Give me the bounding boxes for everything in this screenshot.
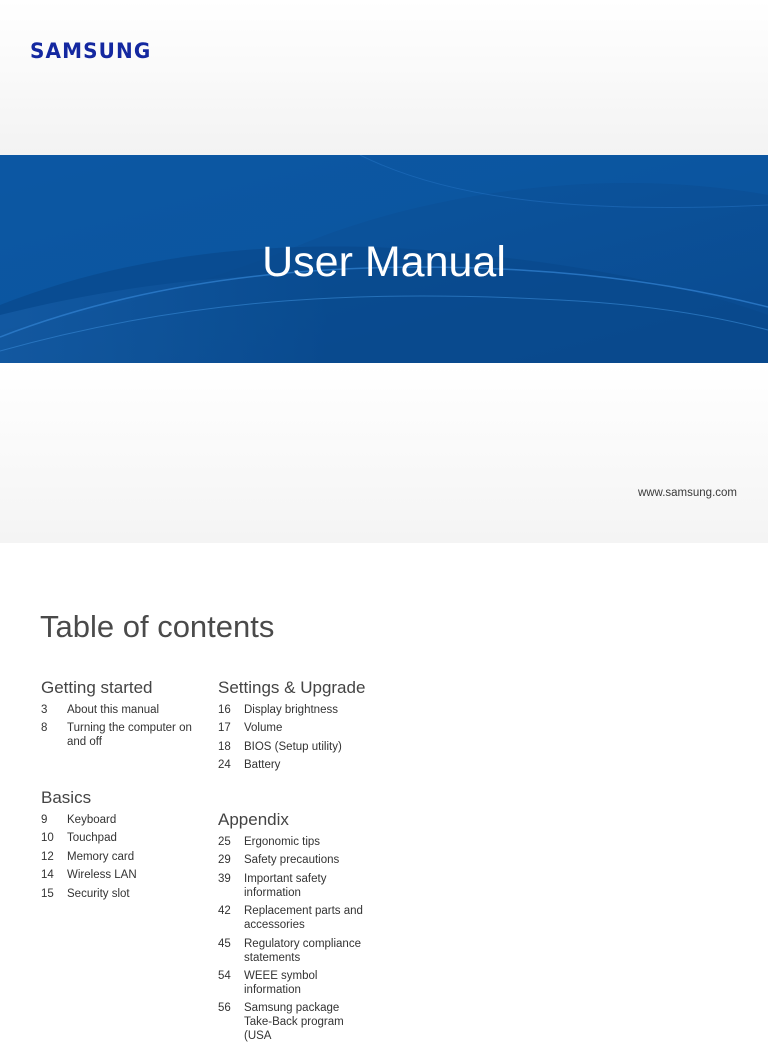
entry-label: Wireless LAN <box>67 869 137 882</box>
page-number: 54 <box>218 969 231 982</box>
toc-entry[interactable] <box>218 758 398 772</box>
toc-entry[interactable] <box>218 1001 398 1043</box>
page-number: 16 <box>218 704 231 716</box>
page-number: 12 <box>41 850 54 863</box>
page-number: 8 <box>41 722 48 735</box>
entry-label: Ergonomic tips <box>244 836 321 848</box>
entry-label: Memory card <box>67 850 135 863</box>
toc-section-settings-upgrade <box>218 677 398 777</box>
entry-label: Battery <box>244 759 281 772</box>
toc-entry[interactable] <box>218 703 398 717</box>
entry-label: Samsung package Take-Back program (USA <box>244 1002 344 1043</box>
toc-entry[interactable] <box>41 868 221 882</box>
toc-section-getting-started <box>41 677 221 754</box>
entry-label: Keyboard <box>67 814 117 826</box>
entry-label: Important safety information <box>244 872 327 899</box>
entry-label: Touchpad <box>67 832 117 845</box>
toc-entry[interactable] <box>218 853 398 867</box>
entry-label: WEEE symbol information <box>244 969 318 996</box>
entry-label: Turning the computer on and off <box>67 722 192 749</box>
section-title: Appendix <box>218 810 289 829</box>
page-number: 15 <box>41 887 54 900</box>
toc-entry[interactable] <box>218 937 398 965</box>
page-number: 10 <box>41 832 54 845</box>
page-number: 29 <box>218 854 231 867</box>
page-number: 14 <box>41 869 54 882</box>
section-title: Getting started <box>41 678 153 697</box>
page-number: 39 <box>218 872 231 885</box>
cover-top <box>0 0 768 155</box>
website-link[interactable]: www.samsung.com <box>637 487 737 499</box>
toc-entry[interactable] <box>41 703 221 717</box>
page-number: 17 <box>218 722 231 735</box>
section-title: Basics <box>41 788 92 807</box>
toc-entry[interactable] <box>218 904 398 932</box>
page-number: 25 <box>218 836 231 848</box>
page-number: 24 <box>218 759 231 772</box>
toc-entry[interactable] <box>41 813 221 827</box>
entry-label: BIOS (Setup utility) <box>244 740 342 753</box>
entry-label: Security slot <box>67 887 130 900</box>
toc-entry[interactable] <box>218 872 398 900</box>
toc-section-basics <box>41 787 221 905</box>
toc-entry[interactable] <box>218 835 398 849</box>
document-title: User Manual <box>262 238 506 286</box>
samsung-logo: SAMSUNG <box>30 39 152 64</box>
page-number: 45 <box>218 937 231 950</box>
section-title: Settings & Upgrade <box>218 678 366 697</box>
toc-section-appendix <box>218 809 398 1048</box>
page-number: 42 <box>218 905 231 918</box>
page-number: 18 <box>218 740 231 753</box>
entry-label: About this manual <box>67 704 160 716</box>
toc-entry[interactable] <box>41 850 221 864</box>
toc-entry[interactable] <box>41 831 221 845</box>
entry-label: Display brightness <box>244 704 338 716</box>
page-number: 3 <box>41 704 48 716</box>
entry-label: Regulatory compliance statements <box>244 937 361 964</box>
toc-entry[interactable] <box>218 740 398 754</box>
toc-heading: Table of contents <box>40 609 275 644</box>
entry-label: Safety precautions <box>244 854 340 867</box>
entry-label: Replacement parts and accessories <box>244 905 363 932</box>
page-number: 9 <box>41 814 48 826</box>
toc-entry[interactable] <box>218 969 398 997</box>
toc-entry[interactable] <box>41 887 221 901</box>
entry-label: Volume <box>244 722 283 735</box>
page-number: 56 <box>218 1002 231 1015</box>
cover-bottom <box>0 363 768 543</box>
toc-entry[interactable] <box>41 721 221 749</box>
toc-entry[interactable] <box>218 721 398 735</box>
